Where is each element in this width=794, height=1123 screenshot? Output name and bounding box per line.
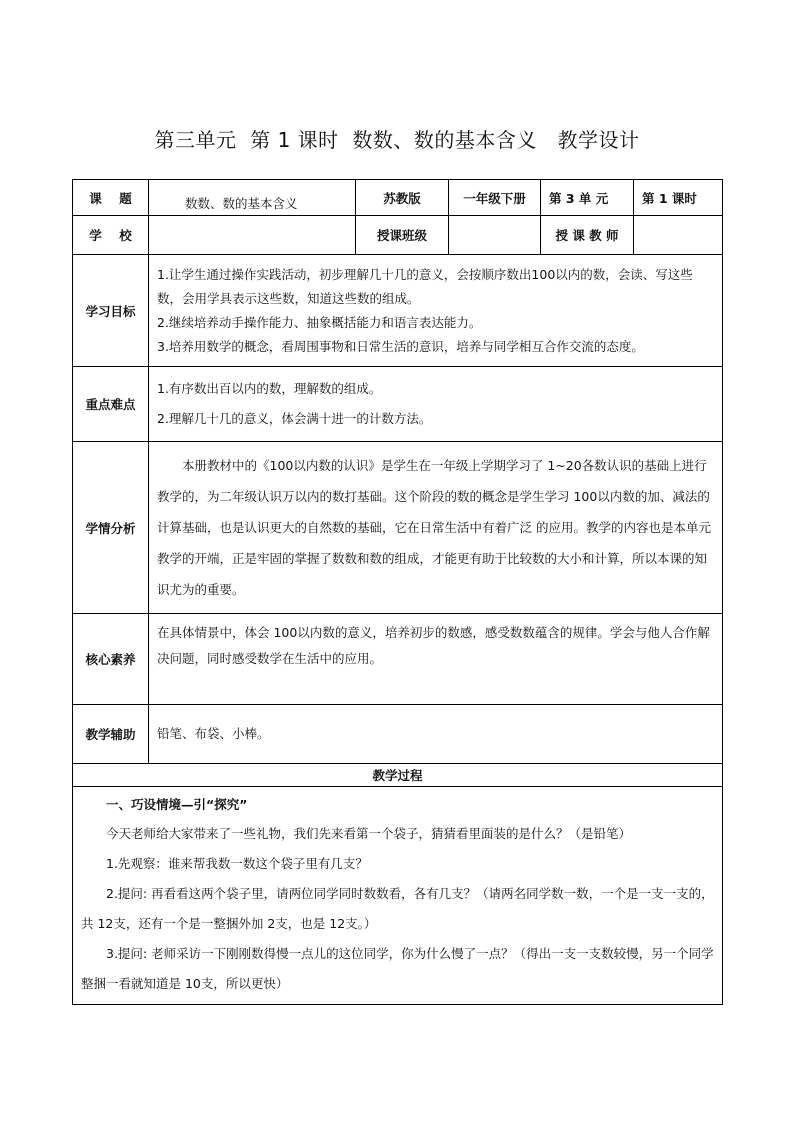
analysis-label: 学情分析 bbox=[73, 442, 149, 614]
publisher: 苏教版 bbox=[356, 180, 449, 216]
key-point-item: 1.有序数出百以内的数，理解数的组成。 bbox=[157, 381, 382, 396]
lesson-plan-table bbox=[72, 179, 723, 1005]
unit: 第 3 单 元 bbox=[541, 180, 634, 216]
topic-value: 数数、数的基本含义 bbox=[149, 180, 356, 216]
teacher-label: 授 课 教 师 bbox=[541, 216, 634, 255]
key-points-label: 重点难点 bbox=[73, 367, 149, 442]
literacy-label: 核心素养 bbox=[73, 614, 149, 705]
school-label: 学 校 bbox=[73, 216, 149, 255]
analysis-text: 本册教材中的《100以内数的认识》是学生在一年级上学期学习了 1~20各数认识的基础上进行教学的，为二年级认识万以内的数打基础。这个阶段的数的概念是学生学习 100以内数的加、减法的计算基础，也是认识更大的自然数的基础，它在日常生活中有着广泛 的应用。教学的内容也是本单元教学的开端，正是牢固的掌握了数数和数的组成，才能更有助于比较数的大小和计算，所以本课的知识尤为的重要。 bbox=[157, 458, 711, 597]
process-section-title: 一、巧设情境—引“探究” bbox=[106, 797, 248, 812]
objective-item: 3.培养用数学的概念，看周围事物和日常生活的意识，培养与同学相互合作交流的态度。 bbox=[157, 338, 644, 354]
objective-item: 2.继续培养动手操作能力、抽象概括能力和语言表达能力。 bbox=[157, 314, 482, 330]
grade: 一年级下册 bbox=[449, 180, 541, 216]
analysis-content bbox=[149, 442, 723, 614]
process-paragraph: 今天老师给大家带来了一些礼物，我们先来看第一个袋子，猜猜看里面装的是什么？（是铅笔） bbox=[106, 826, 632, 841]
class-label: 授课班级 bbox=[356, 216, 449, 255]
process-paragraph: 3.提问: 老师采访一下刚刚数得慢一点儿的这位同学，你为什么慢了一点？（得出一支一支数较慢，另一个同学整捆一看就知道是 10支，所以更快） bbox=[81, 946, 714, 991]
process-heading: 教学过程 bbox=[73, 764, 723, 787]
process-paragraph: 2.提问: 再看看这两个袋子里，请两位同学同时数数看，各有几支？（请两名同学数一数，一个是一支一支的，共 12支，还有一个是一整捆外加 2支，也是 12支。） bbox=[81, 886, 714, 931]
aids-text: 铅笔、布袋、小棒。 bbox=[149, 705, 723, 764]
objective-item: 1.让学生通过操作实践活动，初步理解几十几的意义，会按顺序数出100以内的数，会读、写这些数，会用学具表示这些数，知道这些数的组成。 bbox=[157, 266, 693, 306]
class-value bbox=[449, 216, 541, 255]
document-title: 第三单元 第 1 课时 数数、数的基本含义 教学设计 bbox=[154, 128, 640, 152]
objectives-label: 学习目标 bbox=[73, 255, 149, 367]
process-content bbox=[73, 787, 723, 1005]
key-points-content bbox=[149, 367, 723, 442]
literacy-text: 在具体情景中，体会 100以内数的意义，培养初步的数感，感受数数蕴含的规律。学会与他人合作解决问题，同时感受数学在生活中的应用。 bbox=[157, 625, 710, 666]
lesson-number: 第 1 课时 bbox=[634, 180, 723, 216]
objectives-content bbox=[149, 255, 723, 367]
literacy-content bbox=[149, 614, 723, 705]
aids-label: 教学辅助 bbox=[73, 705, 149, 764]
school-value bbox=[149, 216, 356, 255]
process-paragraph: 1.先观察：谁来帮我数一数这个袋子里有几支？ bbox=[106, 856, 368, 871]
key-point-item: 2.理解几十几的意义，体会满十进一的计数方法。 bbox=[157, 411, 432, 426]
teacher-value bbox=[634, 216, 723, 255]
topic-label: 课 题 bbox=[73, 180, 149, 216]
